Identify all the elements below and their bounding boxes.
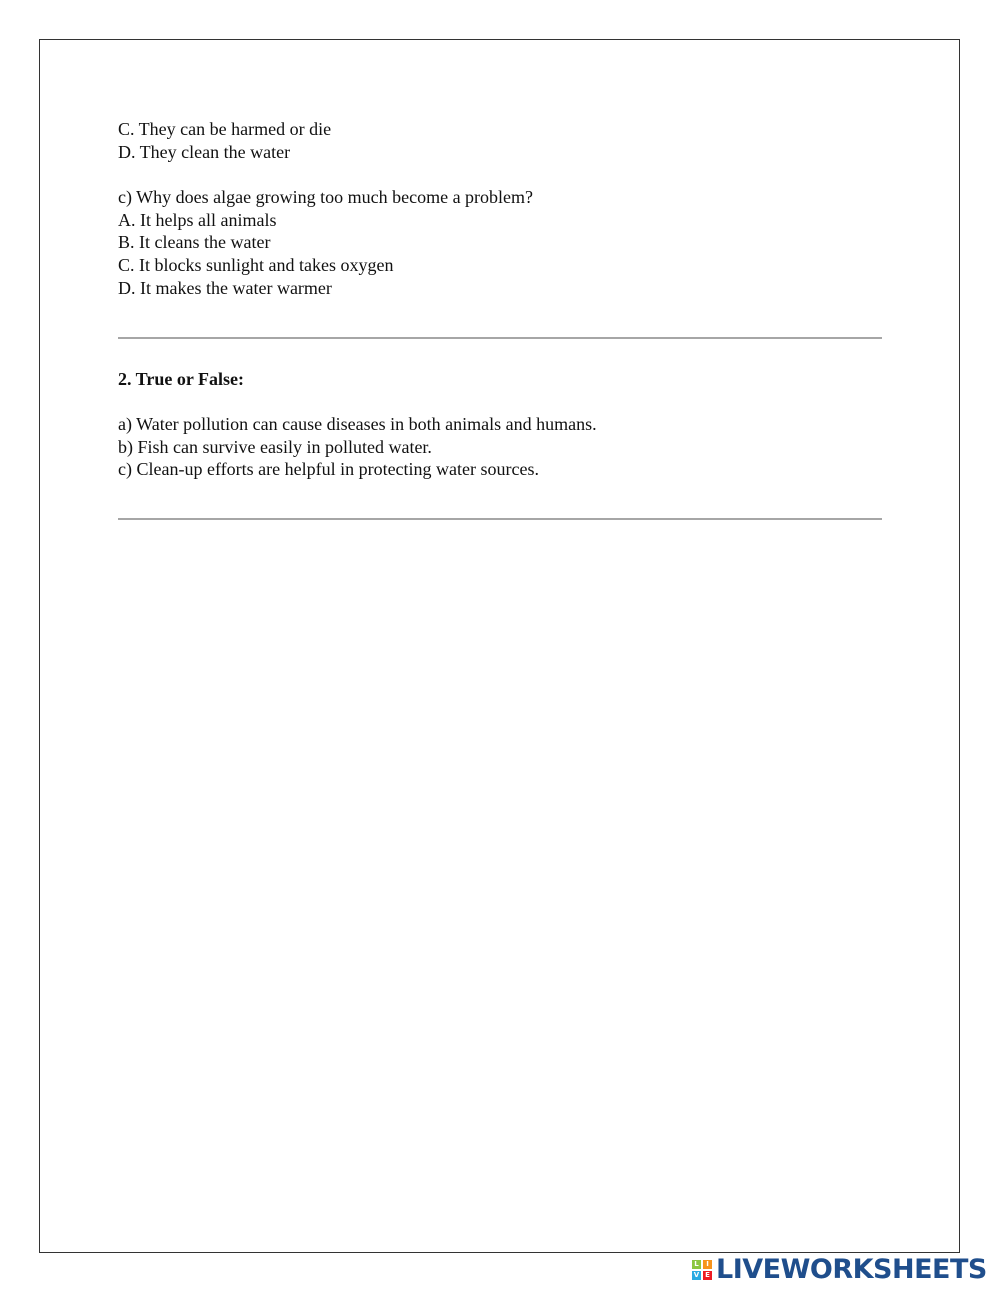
logo-tile: V [693, 1271, 700, 1279]
logo-tile: L [692, 1260, 701, 1269]
section-divider [118, 337, 882, 339]
statement-a: a) Water pollution can cause diseases in both animals and humans. [118, 414, 597, 434]
option-b: B. It cleans the water [118, 232, 271, 253]
logo-tile: I [703, 1260, 712, 1269]
brand-name: LIVEWORKSHEETS [716, 1254, 987, 1285]
section-heading: 2. True or False: [118, 369, 244, 389]
true-false-statements [118, 413, 882, 481]
statement-b: b) Fish can survive easily in polluted water. [118, 436, 432, 457]
section-divider [118, 518, 882, 520]
option-d: D. They clean the water [118, 141, 291, 162]
option-c: C. They can be harmed or die [118, 119, 332, 139]
liveworksheets-logo [692, 1256, 987, 1283]
section-2 [118, 368, 882, 391]
option-c: C. It blocks sunlight and takes oxygen [118, 255, 394, 276]
question-prompt: c) Why does algae growing too much become a problem? [118, 187, 534, 207]
option-a: A. It helps all animals [118, 209, 277, 230]
question-c [118, 186, 882, 300]
question-b-options [118, 118, 882, 163]
logo-icon [692, 1260, 712, 1280]
statement-c: c) Clean-up efforts are helpful in protecting water sources. [118, 459, 540, 480]
option-d: D. It makes the water warmer [118, 277, 332, 298]
logo-tile: E [703, 1271, 712, 1280]
